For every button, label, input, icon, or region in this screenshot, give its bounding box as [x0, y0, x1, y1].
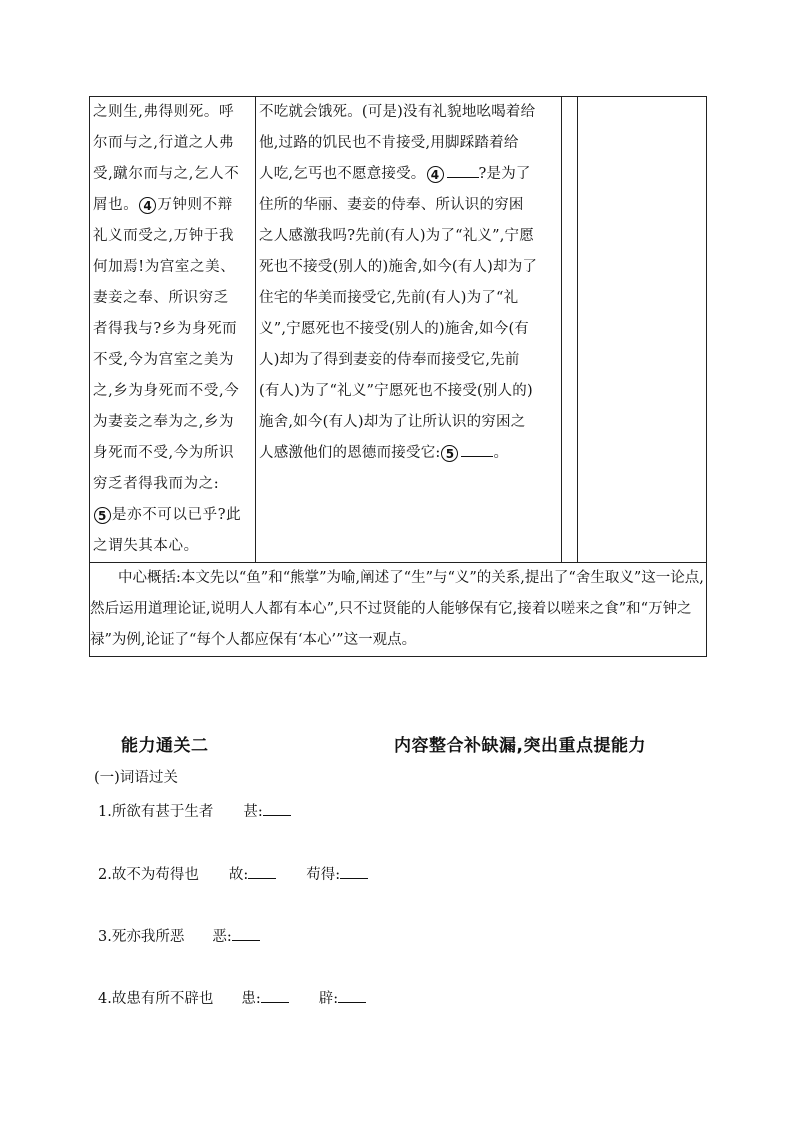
- table-row: [90, 563, 707, 657]
- question-item: 4.故患有所不辟也 患: 辟:: [98, 987, 366, 1008]
- fill-blank[interactable]: [248, 864, 276, 879]
- fill-blank[interactable]: [338, 988, 366, 1003]
- text-line: 他,过路的饥民也不肯接受,用脚踩踏着给: [259, 135, 519, 151]
- text-line: 住宅的华美而接受它,先前(有人)为了“礼: [259, 290, 519, 306]
- circled-number-4: 4: [139, 197, 156, 214]
- question-item: 1.所欲有甚于生者 甚:: [98, 800, 291, 821]
- text-line: 之人感激我吗?先前(有人)为了“礼义”,宁愿: [259, 228, 534, 244]
- text-line: 礼义而受之,万钟于我: [93, 228, 235, 244]
- text-line: 之,乡为身死而不受,今: [93, 383, 240, 399]
- notes-empty-cell: [578, 97, 707, 563]
- sub-heading: (一)词语过关: [94, 770, 178, 786]
- summary-paragraph: 中心概括:本文先以“鱼”和“熊掌”为喻,阐述了“生”与“义”的关系,提出了“舍生取义”这一论点,然后运用道理论证,说明人人都有本心”,只不过贤能的人能够保有它,接着以嗟来之食”和“万钟之禄”为例,论证了“每个人都应保有‘本心’”这一观点。: [90, 570, 704, 648]
- table-row: [90, 97, 707, 563]
- text-line: 屑也。 4 万钟则不辩: [93, 197, 233, 213]
- summary-cell: [90, 563, 707, 657]
- text-line: 者得我与?乡为身死而: [93, 321, 238, 337]
- text-line: 何加焉!为宫室之美、: [93, 259, 236, 275]
- original-text-cell: [90, 97, 256, 563]
- fill-blank[interactable]: [461, 442, 493, 457]
- section-subtitle: 内容整合补缺漏,突出重点提能力: [394, 736, 646, 756]
- question-item: 2.故不为苟得也 故: 苟得:: [98, 863, 368, 884]
- text-line: 人感激他们的恩德而接受它: 5 。: [256, 438, 561, 469]
- fill-blank[interactable]: [261, 988, 289, 1003]
- text-line: 5 是亦不可以已乎?此: [90, 500, 255, 531]
- text-line: 之谓失其本心。: [93, 538, 199, 554]
- fill-blank[interactable]: [447, 163, 479, 178]
- section-title: 能力通关二: [121, 736, 209, 756]
- translation-cell: [256, 97, 562, 563]
- narrow-empty-cell: [562, 97, 578, 563]
- question-item: 3.死亦我所恶 恶:: [98, 925, 260, 946]
- text-line: 为妻妾之奉为之,乡为: [93, 414, 235, 430]
- text-line: 妻妾之奉、所识穷乏: [93, 290, 229, 306]
- text-line: (有人)为了“礼义”宁愿死也不接受(别人的): [259, 383, 533, 399]
- text-line: 人)却为了得到妻妾的侍奉而接受它,先前: [259, 352, 520, 368]
- circled-number-5: 5: [441, 445, 458, 462]
- text-line: 尔而与之,行道之人弗: [93, 135, 235, 151]
- circled-number-4: 4: [427, 166, 444, 183]
- text-line: 不吃就会饿死。(可是)没有礼貌地吆喝着给: [259, 104, 536, 120]
- text-line: 之则生,弗得则死。呼: [93, 104, 235, 120]
- text-line: 义”,宁愿死也不接受(别人的)施舍,如今(有: [259, 321, 530, 337]
- fill-blank[interactable]: [263, 801, 291, 816]
- text-line: 人吃,乞丐也不愿意接受。 4 ?是为了: [256, 159, 561, 190]
- text-line: 住所的华丽、妻妾的侍奉、所认识的穷困: [259, 197, 524, 213]
- text-line: 不受,今为宫室之美为: [93, 352, 235, 368]
- text-line: 受,蹴尔而与之,乞人不: [93, 166, 240, 182]
- text-line: 施舍,如今(有人)却为了让所认识的穷困之: [259, 414, 526, 430]
- translation-table: [89, 96, 707, 657]
- fill-blank[interactable]: [340, 864, 368, 879]
- text-line: 死也不接受(别人的)施舍,如今(有人)却为了: [259, 259, 538, 275]
- text-line: 穷乏者得我而为之:: [93, 476, 220, 492]
- text-line: 身死而不受,今为所识: [93, 445, 235, 461]
- circled-number-5: 5: [94, 507, 111, 524]
- fill-blank[interactable]: [232, 926, 260, 941]
